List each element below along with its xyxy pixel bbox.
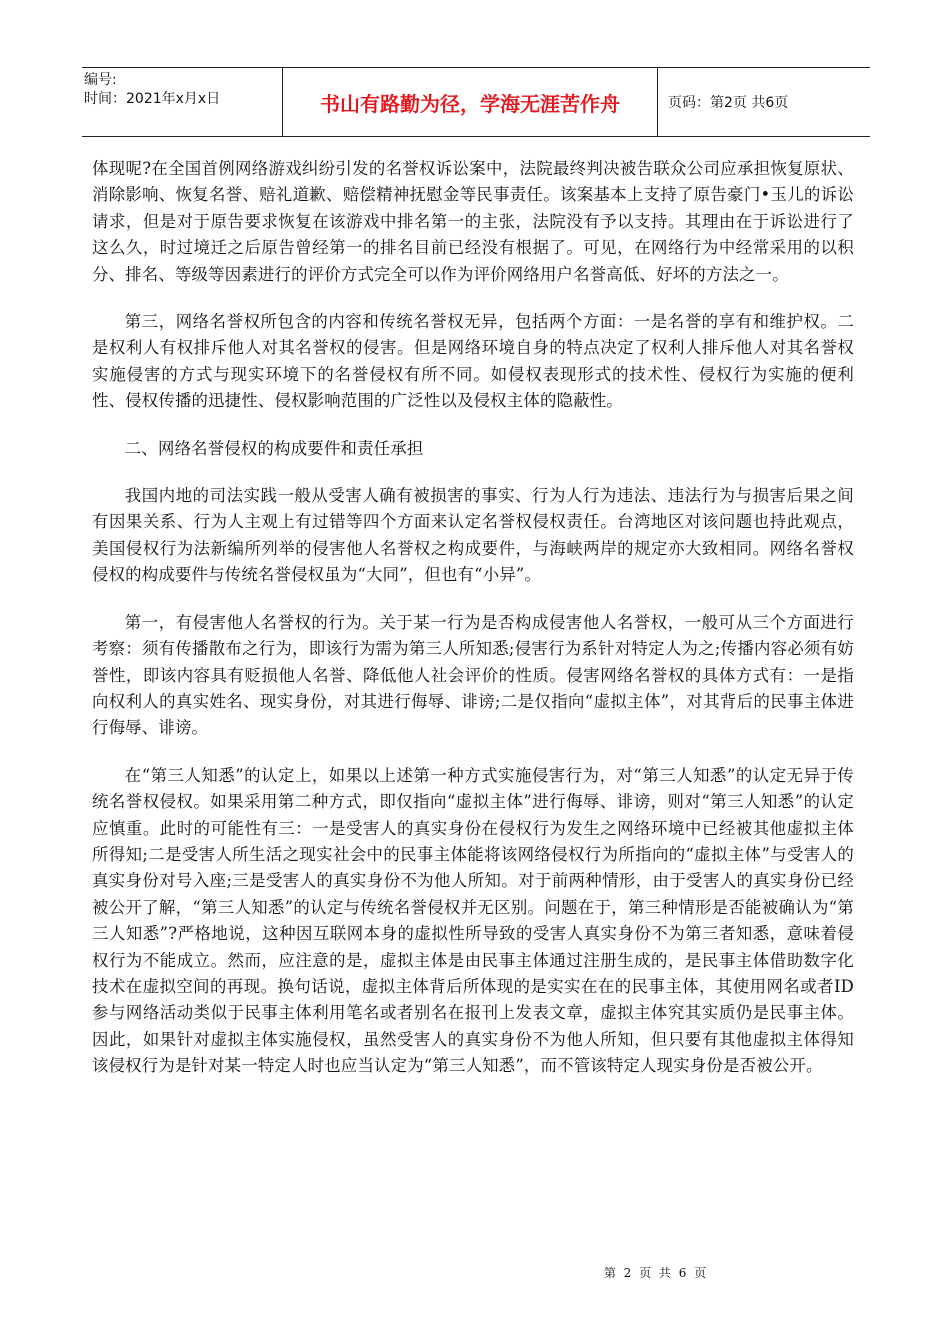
header-meta (82, 68, 283, 136)
header-motto: 书山有路勤为径，学海无涯苦作舟 (283, 68, 658, 136)
document-number-label: 编号: (84, 72, 117, 88)
header-page-info: 页码：第2页 共6页 (668, 95, 789, 111)
document-date-label: 时间：2021年x月x日 (84, 91, 221, 107)
document-body (92, 156, 854, 1101)
paragraph-continuation: 体现呢?在全国首例网络游戏纠纷引发的名誉权诉讼案中，法院最终判决被告联众公司应承担恢复原状、消除影响、恢复名誉、赔礼道歉、赔偿精神抚慰金等民事责任。该案基本上支持了原告豪门•玉儿的诉讼请求，但是对于原告要求恢复在该游戏中排名第一的主张，法院没有予以支持。其理由在于诉讼进行了这么久，时过境迁之后原告曾经第一的排名目前已经没有根据了。可见，在网络行为中经常采用的以积分、排名、等级等因素进行的评价方式完全可以作为评价网络用户名誉高低、好坏的方法之一。 (92, 159, 854, 284)
page-footer (0, 1264, 950, 1281)
paragraph-third-party-knowledge: 在“第三人知悉”的认定上，如果以上述第一种方式实施侵害行为，对“第三人知悉”的认定无异于传统名誉权侵权。如果采用第二种方式，即仅指向“虚拟主体”进行侮辱、诽谤，则对“第三人知悉”的认定应慎重。此时的可能性有三：一是受害人的真实身份在侵权行为发生之网络环境中已经被其他虚拟主体所得知;二是受害人所生活之现实社会中的民事主体能将该网络侵权行为所指向的“虚拟主体”与受害人的真实身份对号入座;三是受害人的真实身份不为他人所知。对于前两种情形，由于受害人的真实身份已经被公开了解，“第三人知悉”的认定与传统名誉侵权并无区别。问题在于，第三种情形是否能被确认为“第三人知悉”?严格地说，这种因互联网本身的虚拟性所导致的受害人真实身份不为第三者知悉，意味着侵权行为不能成立。然而，应注意的是，虚拟主体是由民事主体通过注册生成的，是民事主体借助数字化技术在虚拟空间的再现。换句话说，虚拟主体背后所体现的是实实在在的民事主体，其使用网名或者ID参与网络活动类似于民事主体利用笔名或者别名在报刊上发表文章，虚拟主体究其实质仍是民事主体。因此，如果针对虚拟主体实施侵权，虽然受害人的真实身份不为他人所知，但只要有其他虚拟主体得知该侵权行为是针对某一特定人时也应当认定为“第三人知悉”，而不管该特定人现实身份是否被公开。 (92, 765, 854, 1076)
paragraph-third-point: 第三，网络名誉权所包含的内容和传统名誉权无异，包括两个方面：一是名誉的享有和维护权。二是权利人有权排斥他人对其名誉权的侵害。但是网络环境自身的特点决定了权利人排斥他人对其名誉权实施侵害的方式与现实环境下的名誉侵权有所不同。如侵权表现形式的技术性、侵权行为实施的便利性、侵权传播的迅捷性、侵权影响范围的广泛性以及侵权主体的隐蔽性。 (92, 312, 854, 411)
paragraph-first-element: 第一，有侵害他人名誉权的行为。关于某一行为是否构成侵害他人名誉权，一般可从三个方面进行考察：须有传播散布之行为，即该行为需为第三人所知悉;侵害行为系针对特定人为之;传播内容必须有妨誉性，即该内容具有贬损他人名誉、降低他人社会评价的性质。侵害网络名誉权的具体方式有：一是指向权利人的真实姓名、现实身份，对其进行侮辱、诽谤;二是仅指向“虚拟主体”，对其背后的民事主体进行侮辱、诽谤。 (92, 612, 854, 738)
footer-page-number: 第 2 页 共 6 页 (603, 1266, 709, 1280)
paragraph-judicial-practice: 我国内地的司法实践一般从受害人确有被损害的事实、行为人行为违法、违法行为与损害后果之间有因果关系、行为人主观上有过错等四个方面来认定名誉权侵权责任。台湾地区对该问题也持此观点，美国侵权行为法新编所列举的侵害他人名誉权之构成要件，与海峡两岸的规定亦大致相同。网络名誉权侵权的构成要件与传统名誉侵权虽为“大同”，但也有“小异”。 (92, 486, 854, 585)
document-header (82, 67, 870, 137)
section-heading: 二、网络名誉侵权的构成要件和责任承担 (124, 438, 424, 458)
